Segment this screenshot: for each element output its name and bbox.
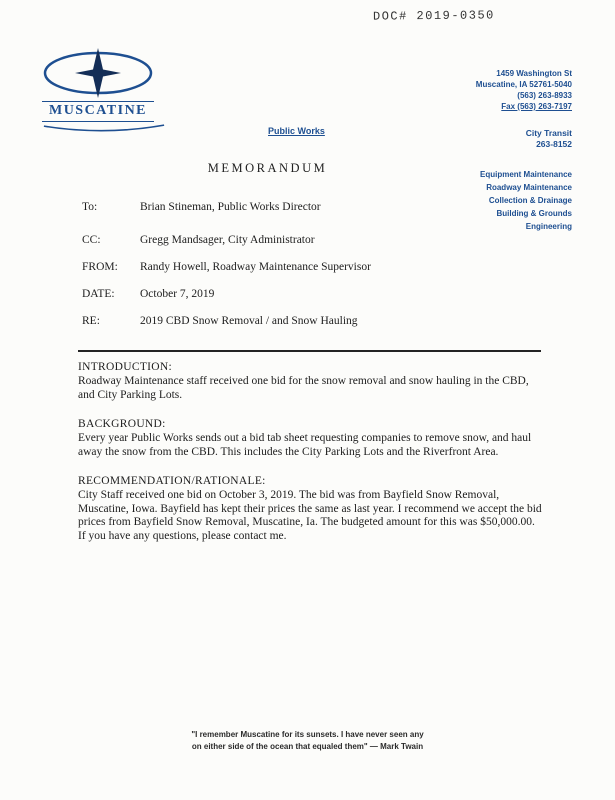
doc-number-stamp: DOC# 2019-0350 [372, 8, 495, 24]
section-introduction [78, 360, 544, 402]
section-heading: RECOMMENDATION/RATIONALE: [78, 475, 266, 487]
memo-body [78, 360, 544, 558]
address-line-fax: Fax (563) 263-7197 [501, 102, 572, 111]
field-row-re [82, 314, 371, 328]
division-item: Roadway Maintenance [486, 183, 572, 192]
divider-line [78, 350, 541, 352]
field-label: DATE: [82, 288, 115, 300]
department-label: Public Works [268, 126, 325, 136]
city-transit-block [526, 128, 572, 150]
quote-line-1: "I remember Muscatine for its sunsets. I have never seen any [191, 730, 424, 739]
field-value: Randy Howell, Roadway Maintenance Supervisor [140, 261, 371, 273]
divisions-list [480, 168, 572, 233]
field-value: Brian Stineman, Public Works Director [140, 201, 321, 213]
section-background [78, 417, 544, 459]
footer-quote [0, 729, 615, 753]
address-block [476, 68, 572, 112]
field-label: FROM: [82, 261, 118, 273]
memo-title: MEMORANDUM [207, 161, 328, 175]
field-label: To: [82, 201, 98, 213]
compass-star-icon [42, 46, 154, 100]
field-value: October 7, 2019 [140, 288, 215, 300]
memo-fields [82, 200, 371, 341]
logo-wordmark: MUSCATINE [42, 101, 154, 122]
field-value: Gregg Mandsager, City Administrator [140, 234, 315, 246]
address-line-city: Muscatine, IA 52761-5040 [475, 80, 572, 89]
section-heading: INTRODUCTION: [78, 361, 172, 373]
field-row-to [82, 200, 371, 214]
division-item: Engineering [525, 222, 572, 231]
address-line-phone: (563) 263-8933 [517, 91, 572, 100]
section-recommendation [78, 474, 544, 543]
transit-phone: 263-8152 [536, 139, 572, 149]
field-row-from [82, 260, 371, 274]
field-value: 2019 CBD Snow Removal / and Snow Hauling [140, 315, 358, 327]
transit-label: City Transit [525, 128, 572, 138]
field-label: RE: [82, 315, 100, 327]
section-body: City Staff received one bid on October 3, 2019. The bid was from Bayfield Snow Removal, Muscatine, Iowa. Bayfield has kept their prices the same as last year. I recommend we accept the bid prices from Bayfield Snow Removal, Muscatine, Ia. The budgeted amount for this was $50,000.00. If you have any questions, please contact me. [78, 489, 542, 542]
division-item: Equipment Maintenance [479, 170, 572, 179]
field-row-cc [82, 233, 371, 247]
address-line-street: 1459 Washington St [496, 69, 572, 78]
division-item: Collection & Drainage [488, 196, 572, 205]
field-label: CC: [82, 234, 101, 246]
logo-swoosh-line [42, 123, 166, 135]
section-body: Every year Public Works sends out a bid tab sheet requesting companies to remove snow, and haul away the snow from the CBD. This includes the City Parking Lots and the Riverfront Area. [78, 432, 532, 458]
section-heading: BACKGROUND: [78, 418, 166, 430]
division-item: Building & Grounds [496, 209, 572, 218]
quote-line-2: on either side of the ocean that equaled them" — Mark Twain [191, 742, 424, 751]
section-body: Roadway Maintenance staff received one bid for the snow removal and snow hauling in the CBD, and City Parking Lots. [78, 375, 529, 401]
muscatine-logo [42, 46, 154, 135]
field-row-date [82, 287, 371, 301]
